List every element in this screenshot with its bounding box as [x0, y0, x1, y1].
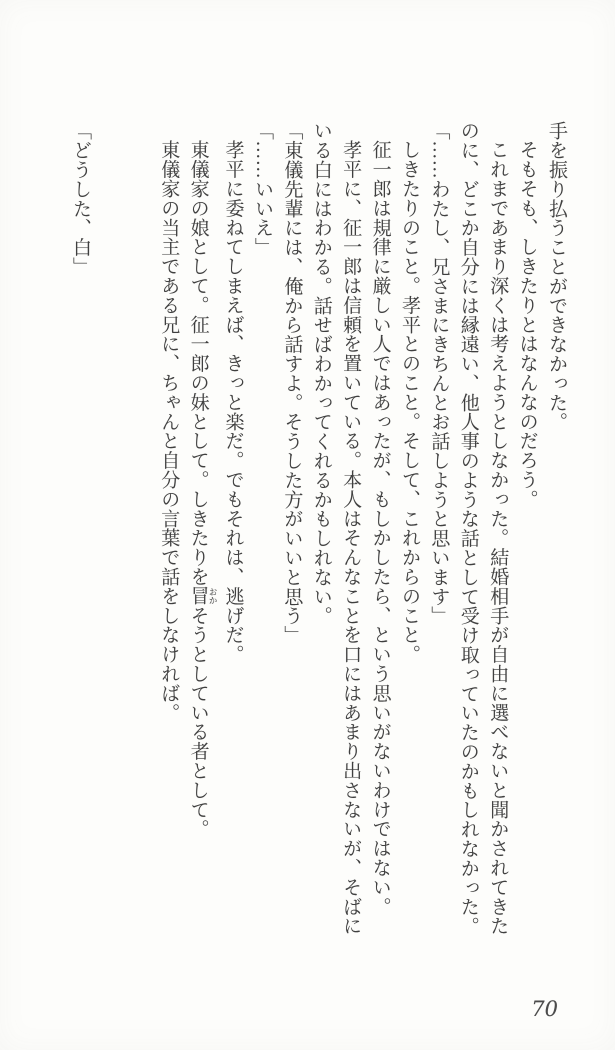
text-line: いる白にはわかる。話せばわかってくれるかもしれない。 — [310, 121, 332, 626]
dialogue-line: 「……いいえ」 — [251, 121, 273, 257]
text-line: 征一郎は規律に厳しい人ではあったが、もしかしたら、という思いがないわけではない。 — [369, 140, 391, 916]
text-line: しきたりのこと。孝平とのこと。そして、これからのこと。 — [398, 140, 420, 664]
text-line: 手を振り払うことができなかった。 — [546, 121, 567, 432]
text-line: これまであまり深くは考えようとしなかった。結婚相手が自由に選べないと聞かされてきた — [487, 140, 509, 936]
ruby-pre-text: 東儀家の娘として。征一郎の妹として。しきたりを — [187, 140, 209, 587]
text-line: のに、どこか自分には縁遠い、他人事のような話として受け取っていたのかもしれなかった。 — [457, 121, 479, 936]
ruby-base: 冒 — [187, 586, 209, 606]
ruby-post-text: そうとしている者として。 — [187, 605, 209, 839]
dialogue-line: 「……わたし、兄さまにきちんとお話しようと思います」 — [428, 121, 450, 626]
text-line: 孝平に、征一郎は信頼を置いている。本人はそんなことを口にはあまり出さないが、そばに — [340, 140, 362, 936]
dialogue-line: 「東儀先輩には、俺から話すよ。そうした方がいいと思う」 — [281, 121, 303, 645]
dialogue-line: 「どうした、白」 — [70, 121, 92, 277]
text-line: 孝平に委ねてしまえば、きっと楽だ。でもそれは、逃げだ。 — [222, 140, 244, 664]
page-number: 70 — [531, 997, 558, 1021]
text-line: そもそも、しきたりとはなんなのだろう。 — [516, 140, 538, 509]
vertical-text-block — [66, 121, 571, 947]
text-line-with-ruby — [183, 121, 218, 947]
ruby-furigana: おか — [208, 586, 219, 606]
text-line: 東儀家の当主である兄に、ちゃんと自分の言葉で話をしなければ。 — [158, 140, 180, 722]
ruby-annotation — [187, 586, 219, 606]
